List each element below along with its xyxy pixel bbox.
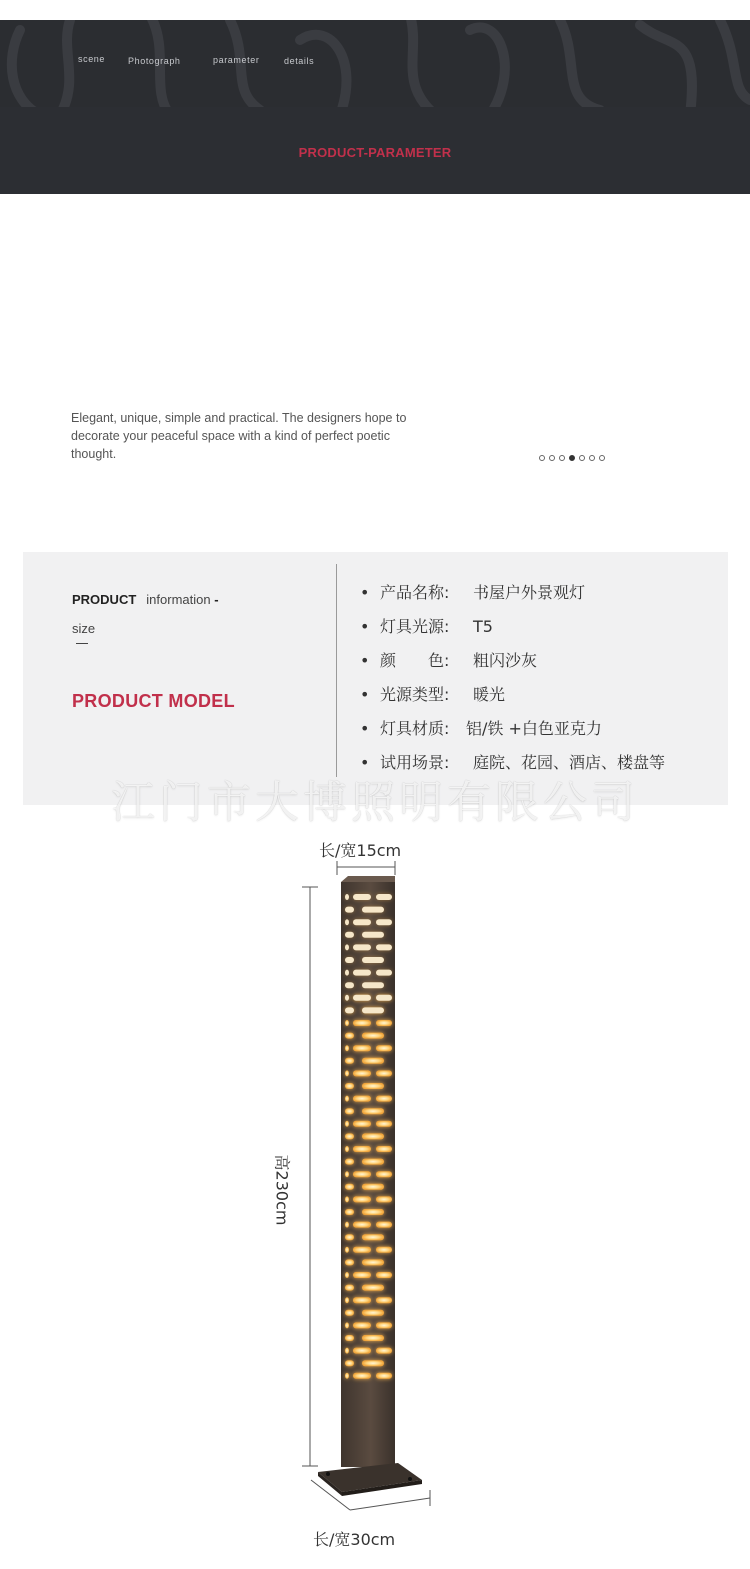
light-slot (353, 1020, 371, 1026)
lamp-post (341, 876, 395, 1467)
light-slot (345, 1083, 354, 1089)
lamp-base-plate (318, 1463, 422, 1496)
light-slot (345, 1209, 354, 1215)
spec-item: • 灯具光源: T5 (360, 617, 493, 636)
spec-item: • 试用场景: 庭院、花园、酒店、楼盘等 (360, 753, 666, 772)
info-heading-size: size (72, 621, 96, 636)
light-slot (353, 1146, 371, 1152)
light-slot (345, 970, 349, 976)
light-slot (353, 1096, 371, 1102)
size-underline (76, 643, 88, 644)
light-slot (376, 1171, 392, 1177)
light-slot (376, 1070, 392, 1076)
light-slot (345, 1007, 354, 1013)
light-slot (345, 982, 354, 988)
light-slot (345, 907, 354, 913)
light-slot (345, 1259, 354, 1265)
light-slot (362, 1159, 384, 1165)
light-slot (345, 1121, 349, 1127)
light-slot (353, 970, 371, 976)
info-heading-bold: PRODUCT (72, 592, 137, 607)
light-slot (362, 1033, 384, 1039)
slide-pager (539, 454, 605, 462)
light-slot (345, 995, 349, 1001)
light-slot (362, 1234, 384, 1240)
info-heading-mid: information (146, 592, 211, 607)
nav-item-photograph[interactable]: Photograph (128, 56, 181, 66)
top-width-label: 长/宽15cm (319, 841, 402, 860)
section-title: PRODUCT-PARAMETER (298, 145, 452, 160)
spec-item: • 产品名称: 书屋户外景观灯 (360, 583, 586, 602)
light-slot (345, 1322, 349, 1328)
light-slot (376, 970, 392, 976)
nav-item-scene[interactable]: scene (78, 54, 106, 64)
light-slot (345, 1108, 354, 1114)
light-slot (362, 1335, 384, 1341)
intro-text: Elegant, unique, simple and practical. The designers hope to decorate your peaceful space with a kind of perfect poetic thought. (71, 411, 407, 461)
light-slot (353, 1171, 371, 1177)
light-slot (345, 1171, 349, 1177)
light-slot (345, 957, 354, 963)
light-slot (345, 919, 349, 925)
spec-list (360, 582, 665, 786)
base-width-label: 长/宽30cm (313, 1530, 396, 1549)
light-slot (353, 1196, 371, 1202)
light-slot (353, 1121, 371, 1127)
light-slot (345, 1159, 354, 1165)
light-slot (345, 1070, 349, 1076)
info-heading (72, 592, 219, 607)
light-slot (362, 907, 384, 913)
light-slot (345, 1196, 349, 1202)
light-slot (353, 1070, 371, 1076)
light-slot (353, 1222, 371, 1228)
pager-dot[interactable] (579, 455, 585, 461)
light-slot (353, 1348, 371, 1354)
light-slot (362, 1360, 384, 1366)
light-slot (345, 1272, 349, 1278)
light-slot (362, 1007, 384, 1013)
spec-item: • 颜 色: 粗闪沙灰 (360, 651, 538, 670)
light-slot (353, 919, 371, 925)
height-dimension (302, 887, 318, 1466)
light-slot (353, 1045, 371, 1051)
light-slot (362, 957, 384, 963)
light-slot (345, 1184, 354, 1190)
company-watermark: 江门市大博照明有限公司 (111, 777, 639, 828)
light-slot (353, 1247, 371, 1253)
light-slot (362, 1285, 384, 1291)
light-slot (353, 1272, 371, 1278)
light-slot (345, 1146, 349, 1152)
light-slot (345, 1373, 349, 1379)
light-slot (345, 1222, 349, 1228)
light-slot (376, 1096, 392, 1102)
light-slot (376, 919, 392, 925)
nav-band (0, 20, 750, 107)
light-slot (345, 1020, 349, 1026)
product-model-title: PRODUCT MODEL (72, 691, 235, 711)
light-slot (376, 1247, 392, 1253)
light-slot (362, 1083, 384, 1089)
light-slot (376, 1348, 392, 1354)
pager-dot[interactable] (559, 455, 565, 461)
light-slot (376, 1297, 392, 1303)
light-slot (376, 1373, 392, 1379)
light-slot (376, 1272, 392, 1278)
pager-dot[interactable] (599, 455, 605, 461)
light-slot (345, 1360, 354, 1366)
top-width-dimension (337, 861, 395, 875)
light-slot (362, 982, 384, 988)
light-slot (345, 1247, 349, 1253)
light-slot (353, 1322, 371, 1328)
light-slot (345, 1335, 354, 1341)
light-slot (362, 1209, 384, 1215)
light-slot (362, 1310, 384, 1316)
light-slot (353, 1373, 371, 1379)
light-slot (376, 1196, 392, 1202)
light-slot (362, 932, 384, 938)
light-slot (345, 1234, 354, 1240)
light-slot (353, 1297, 371, 1303)
light-slot (345, 1297, 349, 1303)
light-slot (376, 1020, 392, 1026)
info-heading-dash: - (214, 592, 219, 607)
light-slot (345, 1348, 349, 1354)
light-slot (345, 944, 349, 950)
light-slot (345, 1285, 354, 1291)
light-slot (353, 894, 371, 900)
pager-dot[interactable] (569, 455, 575, 461)
light-slot (345, 932, 354, 938)
light-slot (376, 1121, 392, 1127)
light-slot (345, 1096, 349, 1102)
nav-item-parameter[interactable]: parameter (213, 55, 260, 65)
light-slot (345, 1310, 354, 1316)
light-slot (362, 1133, 384, 1139)
light-slot (345, 894, 349, 900)
light-slot (376, 944, 392, 950)
light-slot (376, 1045, 392, 1051)
light-slot (353, 944, 371, 950)
light-slot (376, 894, 392, 900)
light-slot (353, 995, 371, 1001)
panel-divider (336, 564, 337, 777)
light-slot (345, 1058, 354, 1064)
light-slot (362, 1058, 384, 1064)
light-slot (345, 1045, 349, 1051)
light-slot (376, 1222, 392, 1228)
nav-item-details[interactable]: details (284, 56, 315, 66)
light-slot (345, 1133, 354, 1139)
spec-item: • 灯具材质: 铝/铁 +白色亚克力 (360, 719, 602, 738)
light-slot (362, 1108, 384, 1114)
light-slot (376, 995, 392, 1001)
spec-item: • 光源类型: 暖光 (360, 685, 506, 704)
light-slot (376, 1146, 392, 1152)
pager-dot[interactable] (589, 455, 595, 461)
section-header (0, 107, 750, 194)
bollard-light-drawing (0, 820, 750, 1569)
pager-dot[interactable] (539, 455, 545, 461)
light-slot (362, 1184, 384, 1190)
light-slot (345, 1033, 354, 1039)
height-label: 高230cm (272, 1154, 292, 1226)
light-slot (362, 1259, 384, 1265)
pager-dot[interactable] (549, 455, 555, 461)
brush-lettering-background (0, 20, 750, 107)
light-slot (376, 1322, 392, 1328)
